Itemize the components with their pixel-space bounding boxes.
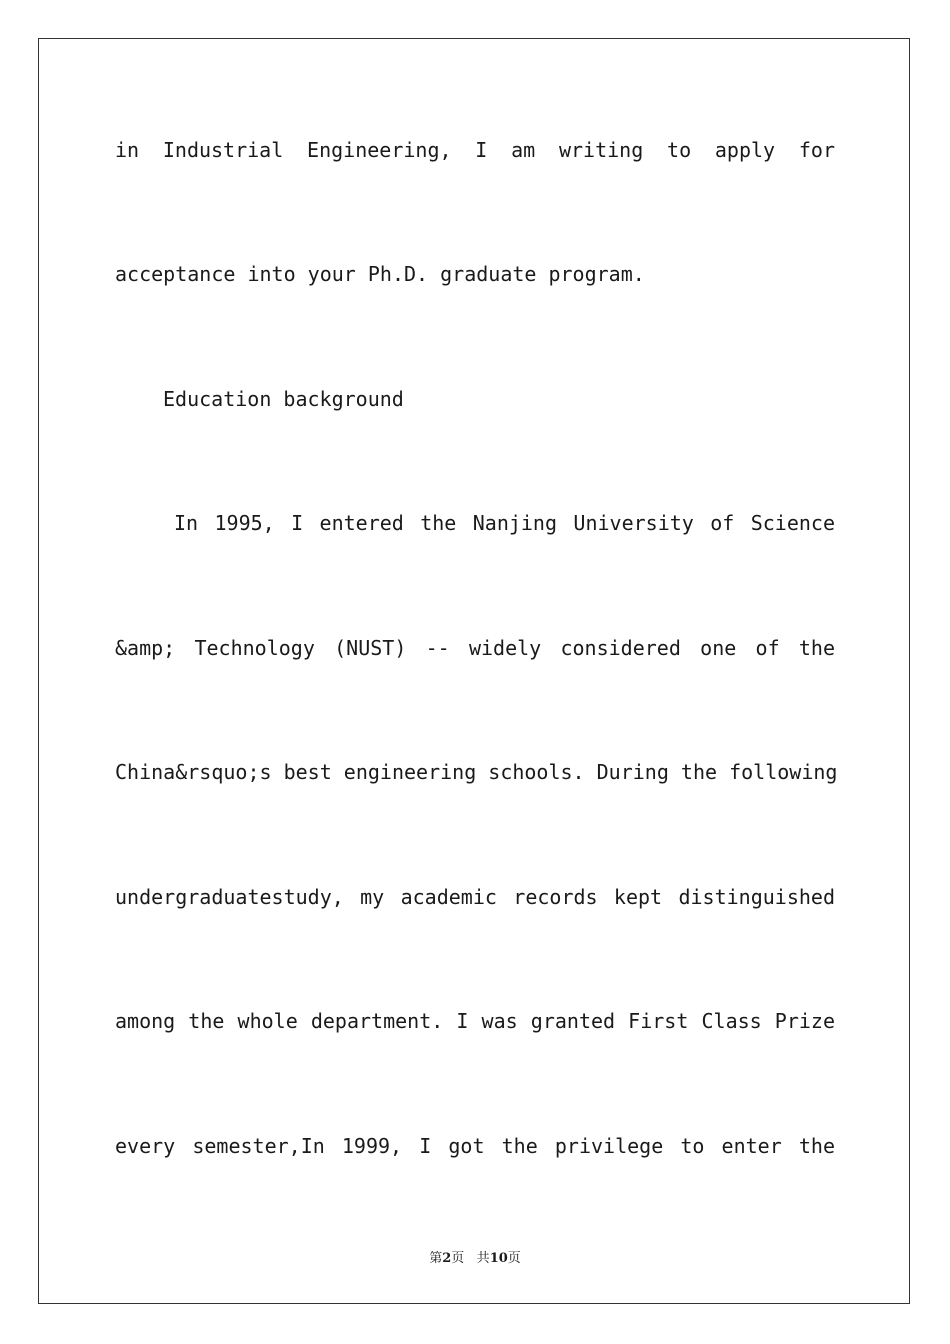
footer-page-suffix: 页 (451, 1251, 465, 1266)
body-line-3: In 1995, I entered the Nanjing University of Science (174, 511, 835, 535)
page-border (38, 38, 910, 1304)
page-footer (0, 1247, 950, 1266)
body-line-8: every semester,In 1999, I got the privilege to enter the (115, 1134, 835, 1158)
section-heading: Education background (163, 387, 404, 411)
body-line-4: &amp; Technology (NUST) -- widely considered one of the (115, 636, 835, 660)
footer-total-prefix: 共 (476, 1251, 490, 1266)
body-line-7: among the whole department. I was granted First Class Prize (115, 1009, 835, 1033)
body-line-5: China&rsquo;s best engineering schools. During the following (115, 760, 838, 784)
footer-prefix: 第 (429, 1251, 443, 1266)
body-line-2: acceptance into your Ph.D. graduate program. (115, 262, 645, 286)
body-line-6: undergraduatestudy, my academic records kept distinguished (115, 885, 835, 909)
total-pages-number: 10 (489, 1251, 508, 1266)
footer-total-suffix: 页 (507, 1251, 521, 1266)
body-line-1: in Industrial Engineering, I am writing to apply for (115, 138, 835, 162)
current-page-number: 2 (442, 1251, 452, 1266)
